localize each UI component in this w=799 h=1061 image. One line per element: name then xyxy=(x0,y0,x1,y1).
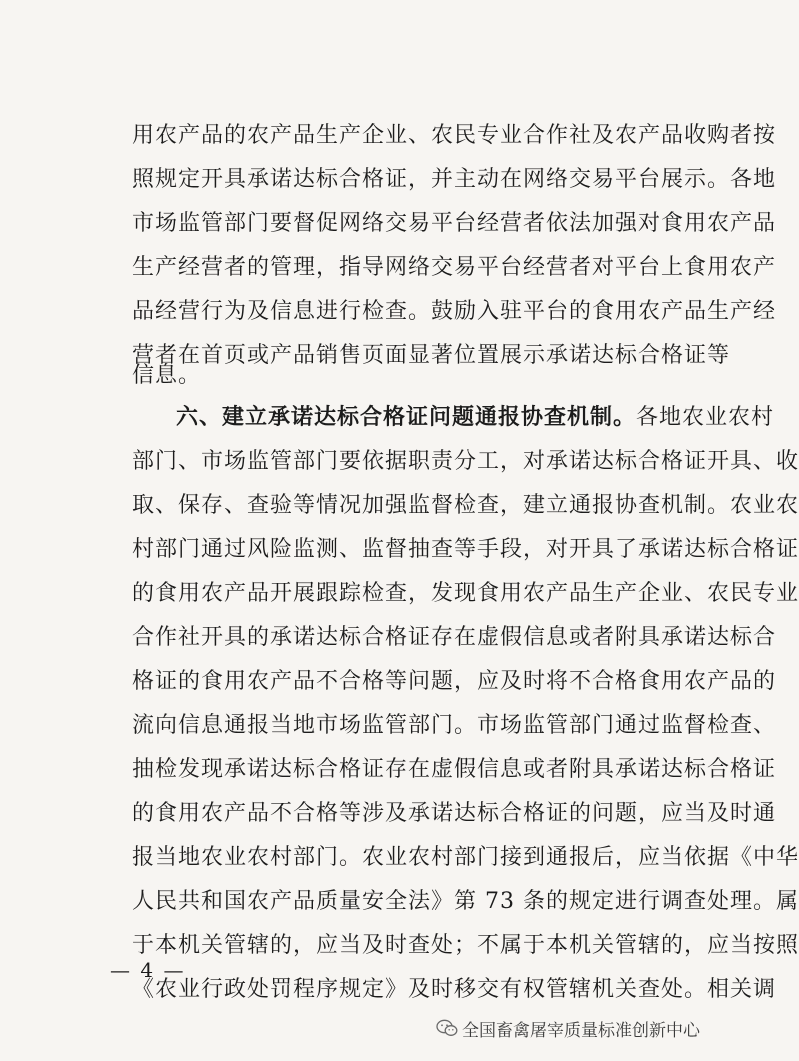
section-6-line: 部门、市场监管部门要依据职责分工，对承诺达标合格证开具、收 xyxy=(132,449,799,474)
section-6-first-line xyxy=(176,398,775,438)
paragraph-line: 照规定开具承诺达标合格证，并主动在网络交易平台展示。各地 xyxy=(132,167,777,192)
section-6-line: 格证的食用农产品不合格等问题，应及时将不合格食用农产品的 xyxy=(132,669,777,694)
page-number: — 4 — xyxy=(110,958,186,982)
section-6-line: 人民共和国农产品质量安全法》第 73 条的规定进行调查处理。属 xyxy=(132,889,799,914)
paragraph-line: 市场监管部门要督促网络交易平台经营者依法加强对食用农产品 xyxy=(132,211,777,236)
section-6-line: 抽检发现承诺达标合格证存在虚假信息或者附具承诺达标合格证 xyxy=(132,757,777,782)
paragraph-line: 营者在首页或产品销售页面显著位置展示承诺达标合格证等 xyxy=(132,343,731,368)
section-6-line: 的食用农产品不合格等涉及承诺达标合格证的问题，应当及时通 xyxy=(132,801,777,826)
paragraph-line-last: 信息。 xyxy=(132,363,202,388)
section-6-heading: 六、建立承诺达标合格证问题通报协查机制。 xyxy=(176,405,637,430)
section-6-line: 合作社开具的承诺达标合格证存在虚假信息或者附具承诺达标合 xyxy=(132,625,777,650)
paragraph-line: 生产经营者的管理，指导网络交易平台经营者对平台上食用农产 xyxy=(132,255,777,280)
watermark-text: 全国畜禽屠宰质量标准创新中心 xyxy=(462,1020,700,1041)
wechat-icon xyxy=(436,1019,458,1037)
section-6-line: 流向信息通报当地市场监管部门。市场监管部门通过监督检查、 xyxy=(132,713,777,738)
paragraph-line: 品经营行为及信息进行检查。鼓励入驻平台的食用农产品生产经 xyxy=(132,299,777,324)
section-6-line: 于本机关管辖的，应当及时查处；不属于本机关管辖的，应当按照 xyxy=(132,933,799,958)
section-6-line: 《农业行政处罚程序规定》及时移交有权管辖机关查处。相关调 xyxy=(132,977,777,1002)
section-6-line: 村部门通过风险监测、监督抽查等手段，对开具了承诺达标合格证 xyxy=(132,537,799,562)
section-6-line: 的食用农产品开展跟踪检查，发现食用农产品生产企业、农民专业 xyxy=(132,581,799,606)
section-6-line: 取、保存、查验等情况加强监督检查，建立通报协查机制。农业农 xyxy=(132,493,799,518)
section-6-line: 报当地农业农村部门。农业农村部门接到通报后，应当依据《中华 xyxy=(132,845,799,870)
section-6-first-line-rest: 各地农业农村 xyxy=(636,405,775,430)
watermark xyxy=(436,1014,700,1042)
paragraph-line: 用农产品的农产品生产企业、农民专业合作社及农产品收购者按 xyxy=(132,123,777,148)
